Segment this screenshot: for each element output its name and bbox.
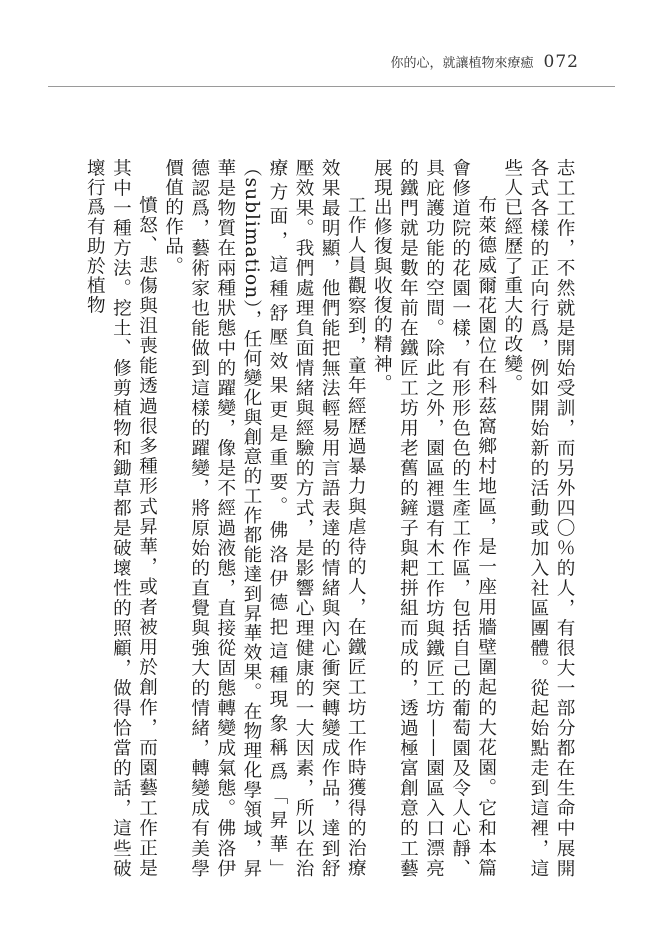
page-number: 072 [543,52,579,72]
header-rule [48,86,615,87]
paragraph-2: 布萊德威爾花園位在科茲窩鄉村地區，是一座用牆壁圍起的大花園。它和本篇會修道院的花園一樣，有形形色色的生產工作區，包括自己的葡萄園及令人心靜、具庇護功能的空間。除此之外，園區裡還有木工作坊與鐵匠工坊——園區入口漂亮的鐵門就是數年前在鐵匠工坊用老舊的鏟子與耙拼組而成的，透過極富創意的工藝展現出修復與收復的精神。 [371,158,497,878]
paragraph-4: 憤怒、悲傷與沮喪能透過很多種形式昇華，或者被用於創作，而園藝工作正是其中一種方法。挖土、修剪植物和鋤草都是破壞性的照顧，做得恰當的話，這些破壞行爲有助於植物 [84,158,158,878]
book-title: 你的心，就讓植物來療癒 [390,56,534,71]
paragraph-1: 志工工作，不然就是開始受訓，而另外四〇％的人，有很大一部分都在生命中展開各式各樣的正向行爲，例如開始新的活動或加入社區團體。從起始點走到這裡，這些人已經歷了重大的改變。 [501,158,575,878]
paragraph-3: 工作人員觀察到，童年經歷過暴力與虐待的人，在鐵匠工坊工作時獲得的治療效果最明顯，他們能把無法輕易用言語表達的情緒與內心衝突轉變成作品，達到舒壓效果。我們處理負面情緒與經驗的方式，是影響心理健康的一大因素，所以在治療方面，這種舒壓效果更是重要。佛洛伊德把這種現象稱爲「昇華」（sublimation），任何變化與創意的工作都能達到昇華效果。在物理化學領域，昇華是物質在兩種狀態中的躍變，像是不經過液態，直接從固態轉變成氣態。佛洛伊德認爲，藝術家也能做到這樣的躍變，將原始的直覺與強大的情緒，轉變成有美學價值的作品。 [162,158,367,878]
body-text [77,158,577,878]
running-head [391,52,579,72]
